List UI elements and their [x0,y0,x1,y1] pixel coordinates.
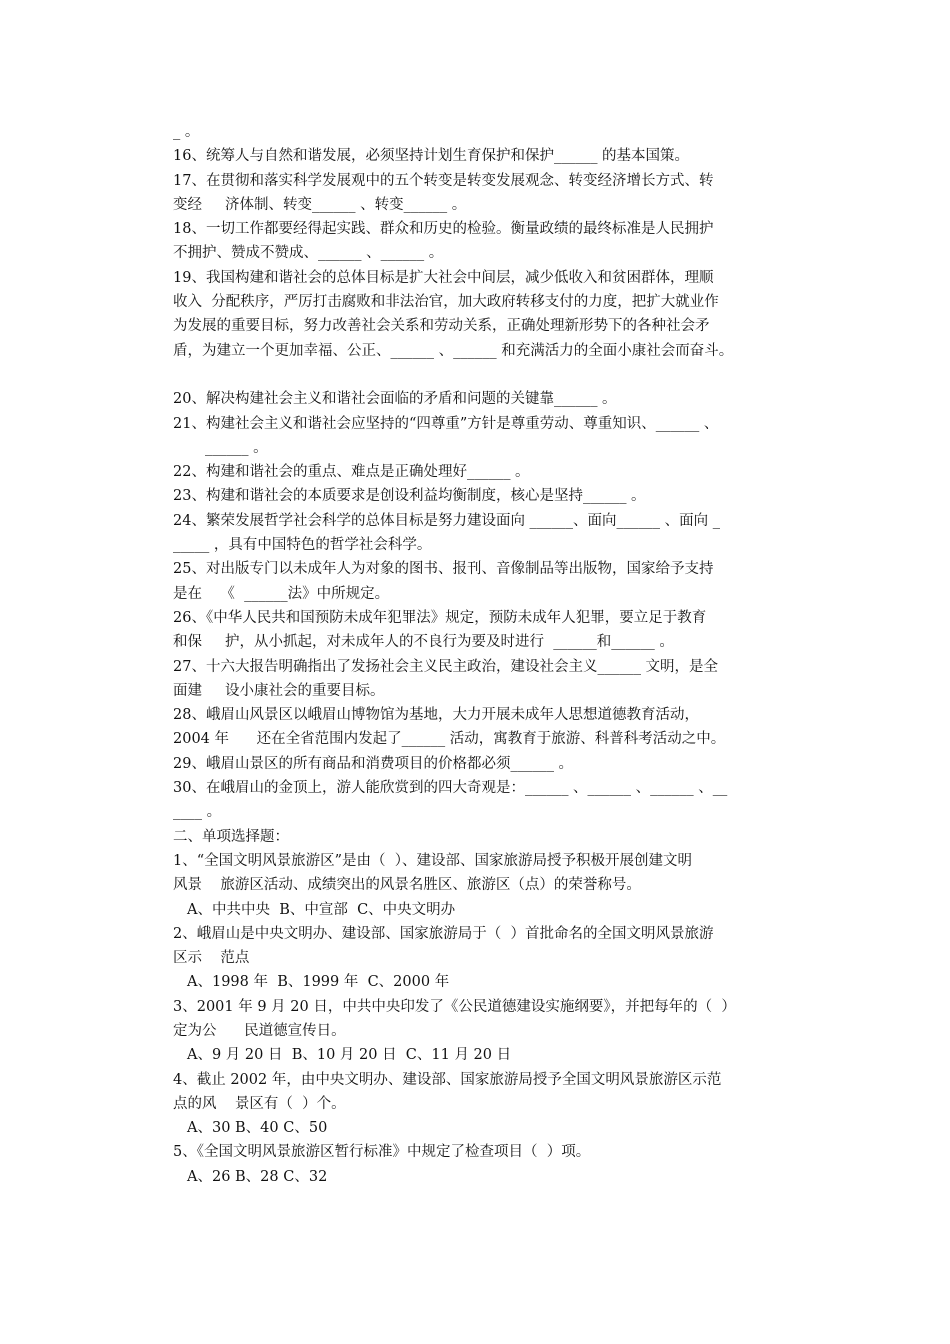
text-line: 为发展的重要目标，努力改善社会关系和劳动关系，正确处理新形势下的各种社会矛 [173,318,710,335]
mc-question-1: 1、“全国文明风景旅游区”是由（ ）、建设部、国家旅游局授予积极开展创建文明 [173,852,693,869]
question-23: 23、构建和谐社会的本质要求是创设利益均衡制度，核心是坚持______ 。 [173,488,646,505]
mc-options: A、1998 年 B、1999 年 C、2000 年 [187,974,450,991]
question-28: 28、峨眉山风景区以峨眉山博物馆为基地，大力开展未成年人思想道德教育活动， [173,707,699,724]
question-29: 29、峨眉山景区的所有商品和消费项目的价格都必须______ 。 [173,755,574,772]
text-line: 面建 设小康社会的重要目标。 [173,682,385,699]
section-heading: 二、单项选择题： [173,828,289,845]
question-30: 30、在峨眉山的金顶上，游人能欣赏到的四大奇观是：______ 、______ 、______ 、__ [173,780,728,797]
question-20: 20、解决构建社会主义和谐社会面临的矛盾和问题的关键靠______ 。 [173,391,617,408]
text-line: 盾，为建立一个更加幸福、公正、______ 、______ 和充满活力的全面小康社会而奋斗。 [173,342,734,359]
text-line: 不拥护、赞成不赞成、______ 、______ 。 [173,245,444,262]
text-line: 2004 年 还在全省范围内发起了______ 活动，寓教育于旅游、科普科考活动之中。 [173,731,726,748]
text-line: _____ ，具有中国特色的哲学社会科学。 [173,537,432,554]
question-16: 16、统筹人与自然和谐发展，必须坚持计划生育保护和保护______ 的基本国策。 [173,148,690,165]
text-line: ______ 。 [205,439,268,456]
question-26: 26、《中华人民共和国预防未成年犯罪法》规定，预防未成年人犯罪，要立足于教育 [173,609,707,626]
mc-question-3: 3、2001 年 9 月 20 日，中共中央印发了《公民道德建设实施纲要》，并把每年的（ ） [173,998,736,1015]
text-line: 区示 范点 [173,950,250,967]
mc-question-5: 5、《全国文明风景旅游区暂行标准》中规定了检查项目（ ）项。 [173,1144,591,1161]
text-line: _ 。 [173,124,200,140]
mc-options: A、30 B、40 C、50 [187,1120,328,1137]
question-17: 17、在贯彻和落实科学发展观中的五个转变是转变发展观念、转变经济增长方式、转 [173,172,714,189]
text-line: 点的风 景区有（ ）个。 [173,1095,346,1112]
document-page [173,120,821,1189]
mc-options: A、9 月 20 日 B、10 月 20 日 C、11 月 20 日 [187,1047,512,1064]
mc-options: A、26 B、28 C、32 [187,1168,328,1185]
mc-question-4: 4、截止 2002 年，由中央文明办、建设部、国家旅游局授予全国文明风景旅游区示范 [173,1071,722,1088]
question-22: 22、构建和谐社会的重点、难点是正确处理好______ 。 [173,464,530,481]
mc-question-2: 2、峨眉山是中央文明办、建设部、国家旅游局于（ ）首批命名的全国文明风景旅游 [173,925,714,942]
text-line: ____ 。 [173,804,222,821]
question-27: 27、十六大报告明确指出了发扬社会主义民主政治，建设社会主义______ 文明，是全 [173,658,719,675]
text-line: 风景 旅游区活动、成绩突出的风景名胜区、旅游区（点）的荣誉称号。 [173,877,641,894]
question-24: 24、繁荣发展哲学社会科学的总体目标是努力建设面向 ______、面向______ 、面向 _ [173,512,721,529]
text-line: 定为公 民道德宣传日。 [173,1022,346,1039]
question-25: 25、对出版专门以未成年人为对象的图书、报刊、音像制品等出版物，国家给予支持 [173,561,714,578]
text-line: 是在 《 ______法》中所规定。 [173,585,390,602]
mc-options: A、中共中央 B、中宣部 C、中央文明办 [187,901,456,918]
question-18: 18、一切工作都要经得起实践、群众和历史的检验。衡量政绩的最终标准是人民拥护 [173,221,714,238]
text-line: 和保 护，从小抓起，对未成年人的不良行为要及时进行 ______和______ 。 [173,634,674,651]
blank-line [173,363,821,387]
question-21: 21、构建社会主义和谐社会应坚持的“四尊重”方针是尊重劳动、尊重知识、______ 、 [173,415,719,432]
text-line: 变经 济体制、转变______ 、转变______ 。 [173,196,467,213]
text-line: 收入 分配秩序，严厉打击腐败和非法治官，加大政府转移支付的力度，把扩大就业作 [173,294,719,311]
question-19: 19、我国构建和谐社会的总体目标是扩大社会中间层，减少低收入和贫困群体，理顺 [173,269,714,286]
